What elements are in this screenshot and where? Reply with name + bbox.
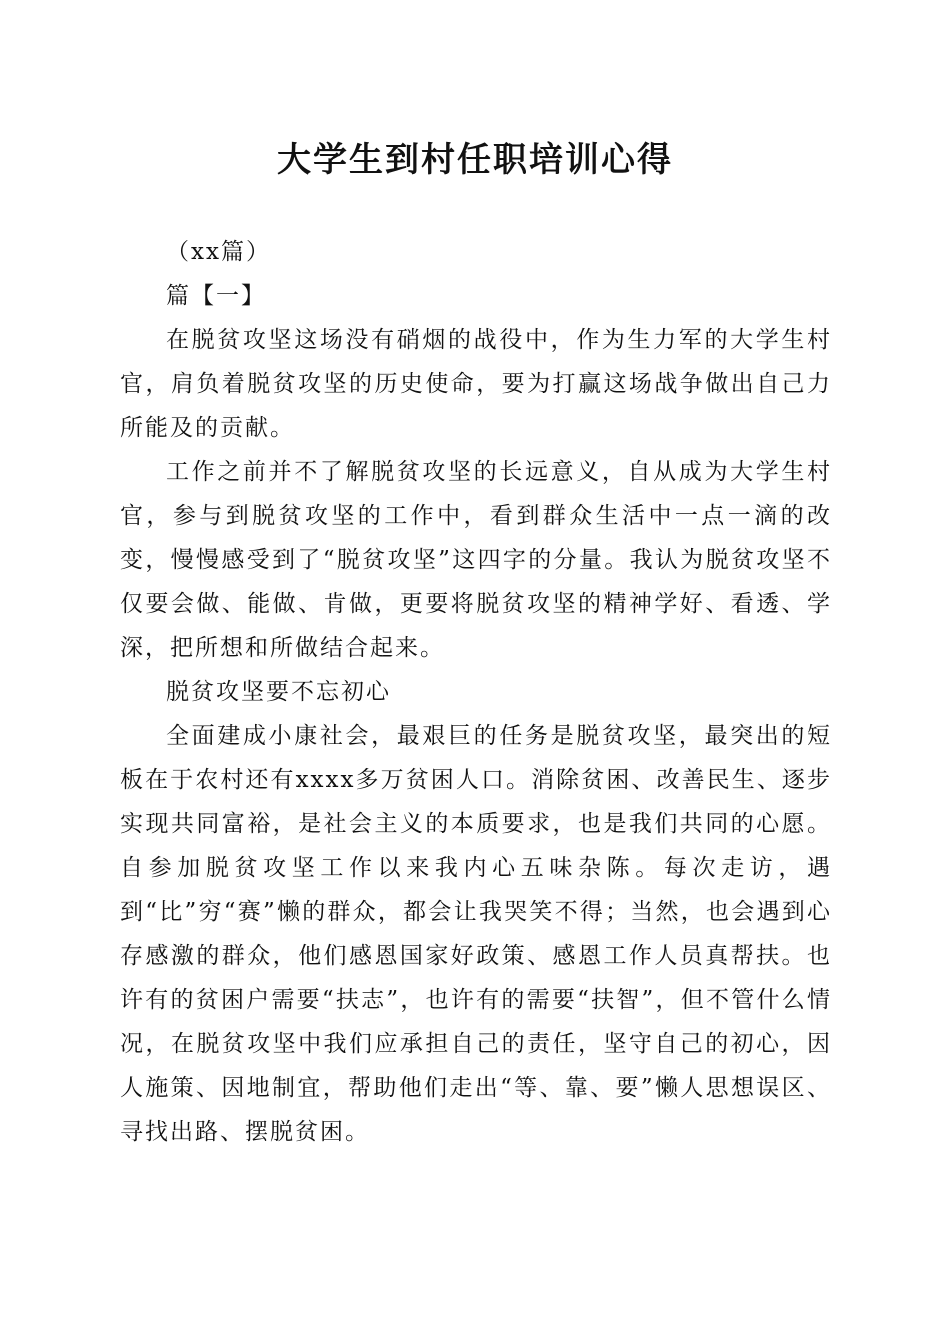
part-label: 篇【一】	[166, 283, 266, 309]
subtitle: （xx篇）	[166, 239, 271, 265]
paragraph-3: 全面建成小康社会，最艰巨的任务是脱贫攻坚，最突出的短板在于农村还有xxxx多万贫困人口。消除贫困、改善民生、逐步实现共同富裕，是社会主义的本质要求，也是我们共同的心愿。自参加脱贫攻坚工作以来我内心五味杂陈。每次走访，遇到“比”穷“赛”懒的群众，都会让我哭笑不得；当然，也会遇到心存感激的群众，他们感恩国家好政策、感恩工作人员真帮扶。也许有的贫困户需要“扶志”，也许有的需要“扶智”，但不管什么情况，在脱贫攻坚中我们应承担自己的责任，坚守自己的初心，因人施策、因地制宜，帮助他们走出“等、靠、要”懒人思想误区、寻找出路、摆脱贫困。	[120, 723, 832, 1145]
paragraph-1: 在脱贫攻坚这场没有硝烟的战役中，作为生力军的大学生村官，肩负着脱贫攻坚的历史使命，要为打赢这场战争做出自己力所能及的贡献。	[120, 327, 832, 441]
document-title: 大学生到村任职培训心得	[277, 140, 673, 180]
paragraph-2: 工作之前并不了解脱贫攻坚的长远意义，自从成为大学生村官，参与到脱贫攻坚的工作中，看到群众生活中一点一滴的改变，慢慢感受到了“脱贫攻坚”这四字的分量。我认为脱贫攻坚不仅要会做、能做、肯做，更要将脱贫攻坚的精神学好、看透、学深，把所想和所做结合起来。	[120, 459, 832, 661]
document-body	[120, 230, 832, 1154]
section-heading: 脱贫攻坚要不忘初心	[166, 679, 391, 705]
